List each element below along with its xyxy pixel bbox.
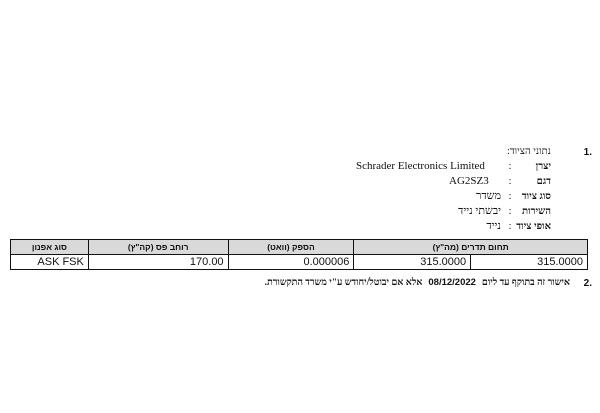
validity-text-after: אלא אם יבוטל/יחודש ע"י משרד התקשורת. bbox=[264, 278, 423, 288]
field-label: סוג ציוד bbox=[521, 191, 551, 202]
validity-text-before: אישור זה בתוקף עד ליום bbox=[481, 278, 570, 288]
table-row bbox=[11, 255, 588, 270]
field-value-manufacturer: Schrader Electronics Limited bbox=[356, 160, 485, 172]
field-manufacturer: יצרן: bbox=[508, 161, 551, 172]
cell-bandwidth: 170.00 bbox=[88, 255, 228, 270]
cell-frequency-to: 315.0000 bbox=[354, 255, 471, 270]
field-value-model: AG2SZ3 bbox=[449, 175, 489, 187]
field-label: השירות bbox=[521, 206, 551, 217]
field-label: דגם bbox=[536, 176, 551, 187]
section-1-heading: נתוני הציוד: bbox=[506, 146, 551, 157]
validity-date: 08/12/2022 bbox=[428, 277, 476, 288]
field-label: יצרן bbox=[535, 161, 551, 172]
field-model: דגם: bbox=[508, 176, 551, 187]
header-frequency-range: תחום תדרים (מה"ץ) bbox=[354, 240, 588, 255]
cell-modulation: ASK FSK bbox=[11, 255, 89, 270]
header-power: הספק (וואט) bbox=[228, 240, 354, 255]
validity-note bbox=[265, 277, 570, 288]
header-bandwidth: רוחב פס (קה"ץ) bbox=[88, 240, 228, 255]
field-equipment-nature: אופי ציוד: bbox=[508, 221, 551, 232]
section-1-number: 1. bbox=[583, 147, 592, 158]
field-value-equipment-nature: נייד bbox=[486, 220, 501, 232]
field-service: השירות: bbox=[508, 206, 551, 217]
spec-table bbox=[10, 239, 588, 270]
field-label: אופי ציוד bbox=[516, 221, 551, 232]
spec-table-header bbox=[11, 240, 588, 255]
field-value-service: יבשתי נייד bbox=[458, 205, 501, 217]
field-equipment-type: סוג ציוד: bbox=[508, 191, 551, 202]
field-value-equipment-type: משדר bbox=[475, 190, 501, 202]
cell-frequency-from: 315.0000 bbox=[471, 255, 588, 270]
cell-power: 0.000006 bbox=[228, 255, 354, 270]
header-modulation: סוג אפנון bbox=[11, 240, 89, 255]
section-2-number: 2. bbox=[583, 278, 592, 289]
